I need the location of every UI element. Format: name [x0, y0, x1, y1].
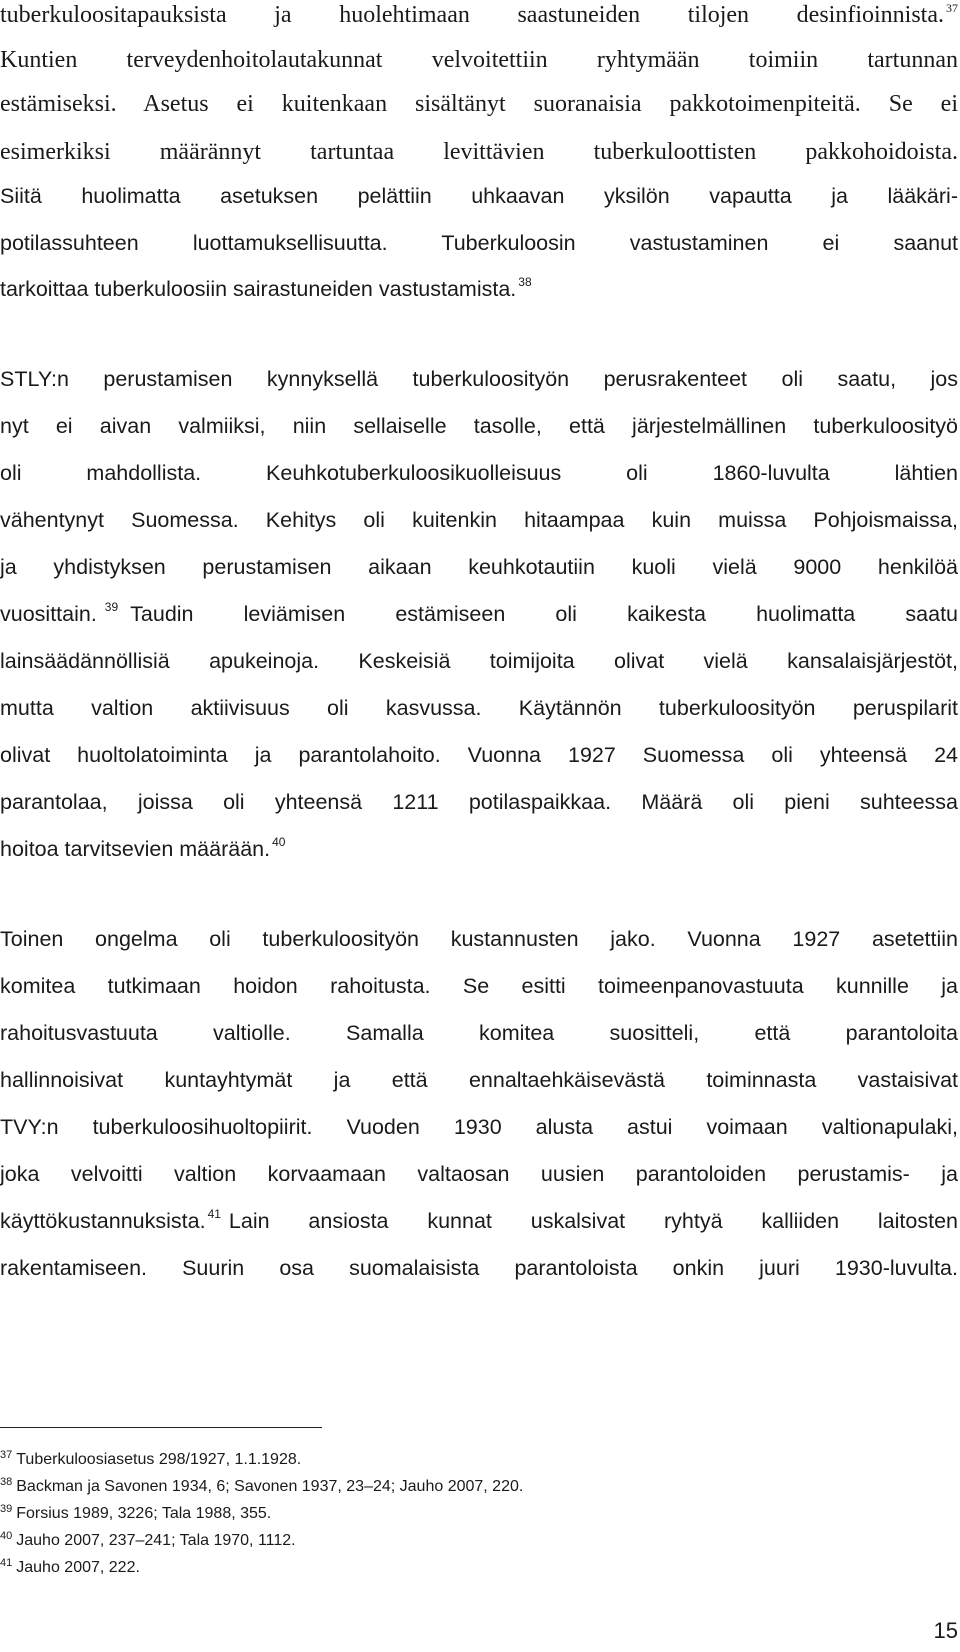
- footnote-ref[interactable]: 41: [207, 1207, 221, 1221]
- paragraph-line: estämiseksi. Asetus ei kuitenkaan sisältänyt suoranaisia pakkotoimenpiteitä. Se ei: [0, 91, 958, 117]
- paragraph-line: olivat huoltolatoiminta ja parantolahoito. Vuonna 1927 Suomessa oli yhteensä 24: [0, 743, 958, 767]
- footnote-ref[interactable]: 37: [946, 1, 958, 15]
- paragraph-line: Siitä huolimatta asetuksen pelättiin uhkaavan yksilön vapautta ja lääkäri-: [0, 184, 958, 208]
- paragraph-line: Toinen ongelma oli tuberkuloosityön kustannusten jako. Vuonna 1927 asetettiin: [0, 927, 958, 951]
- paragraph-line: nyt ei aivan valmiiksi, niin sellaiselle tasolle, että järjestelmällinen tuberkuloosityö: [0, 414, 958, 438]
- paragraph-line: parantolaa, joissa oli yhteensä 1211 potilaspaikkaa. Määrä oli pieni suhteessa: [0, 790, 958, 814]
- paragraph-line: oli mahdollista. Keuhkotuberkuloosikuolleisuus oli 1860-luvulta lähtien: [0, 461, 958, 485]
- paragraph-line: vähentynyt Suomessa. Kehitys oli kuitenkin hitaampaa kuin muissa Pohjoismaissa,: [0, 508, 958, 532]
- paragraph-line: ja yhdistyksen perustamisen aikaan keuhkotautiin kuoli vielä 9000 henkilöä: [0, 555, 958, 579]
- footnote-item: $^{38}$ Backman ja Savonen 1934, 6; Savonen 1937, 23–24; Jauho 2007, 220.: [0, 1476, 524, 1495]
- footnote-item: $^{40}$ Jauho 2007, 237–241; Tala 1970, 1112.: [0, 1530, 296, 1549]
- paragraph-line: rahoitusvastuuta valtiolle. Samalla komitea suositteli, että parantoloita: [0, 1021, 958, 1045]
- paragraph-line: tuberkuloositapauksista ja huolehtimaan saastuneiden tilojen desinfioinnista. $^{37}$: [0, 1, 958, 28]
- paragraph-line: vuosittain. $^{39}$ Taudin leviämisen estämiseen oli kaikesta huolimatta saatu: [0, 600, 958, 626]
- paragraph-line: rakentamiseen. Suurin osa suomalaisista parantoloista onkin juuri 1930-luvulta.: [0, 1256, 958, 1280]
- footnote-item: $^{41}$ Jauho 2007, 222.: [0, 1557, 140, 1576]
- footnote-ref[interactable]: 38: [518, 275, 532, 289]
- paragraph-line: hoitoa tarvitsevien määrään. $^{40}$: [0, 835, 286, 861]
- paragraph-line: tarkoittaa tuberkuloosiin sairastuneiden vastustamista. $^{38}$: [0, 275, 532, 301]
- footnote-separator: [0, 1427, 322, 1428]
- paragraph-line: esimerkiksi määrännyt tartuntaa levittävien tuberkuloottisten pakkohoidoista.: [0, 139, 958, 165]
- paragraph-line: komitea tutkimaan hoidon rahoitusta. Se esitti toimeenpanovastuuta kunnille ja: [0, 974, 958, 998]
- footnote-item: $^{37}$ Tuberkuloosiasetus 298/1927, 1.1.1928.: [0, 1449, 302, 1468]
- paragraph-line: STLY:n perustamisen kynnyksellä tuberkuloosityön perusrakenteet oli saatu, jos: [0, 367, 958, 391]
- paragraph-line: TVY:n tuberkuloosihuoltopiirit. Vuoden 1930 alusta astui voimaan valtionapulaki,: [0, 1115, 958, 1139]
- footnote-ref[interactable]: 39: [104, 600, 119, 614]
- paragraph-line: joka velvoitti valtion korvaamaan valtaosan uusien parantoloiden perustamis- ja: [0, 1162, 958, 1186]
- footnote-ref[interactable]: 40: [272, 835, 286, 849]
- paragraph-line: mutta valtion aktiivisuus oli kasvussa. Käytännön tuberkuloosityön peruspilarit: [0, 696, 958, 720]
- page-number: 15: [933, 1618, 958, 1643]
- paragraph-line: hallinnoisivat kuntayhtymät ja että ennaltaehkäisevästä toiminnasta vastaisivat: [0, 1068, 958, 1092]
- paragraph-line: lainsäädännöllisiä apukeinoja. Keskeisiä toimijoita olivat vielä kansalaisjärjestöt,: [0, 649, 958, 673]
- paragraph-line: käyttökustannuksista. $^{41}$ Lain ansiosta kunnat uskalsivat ryhtyä kalliiden laitosten: [0, 1207, 958, 1233]
- paragraph-line: potilassuhteen luottamuksellisuutta. Tuberkuloosin vastustaminen ei saanut: [0, 231, 958, 255]
- footnote-item: $^{39}$ Forsius 1989, 3226; Tala 1988, 355.: [0, 1503, 272, 1522]
- paragraph-line: Kuntien terveydenhoitolautakunnat velvoitettiin ryhtymään toimiin tartunnan: [0, 47, 958, 73]
